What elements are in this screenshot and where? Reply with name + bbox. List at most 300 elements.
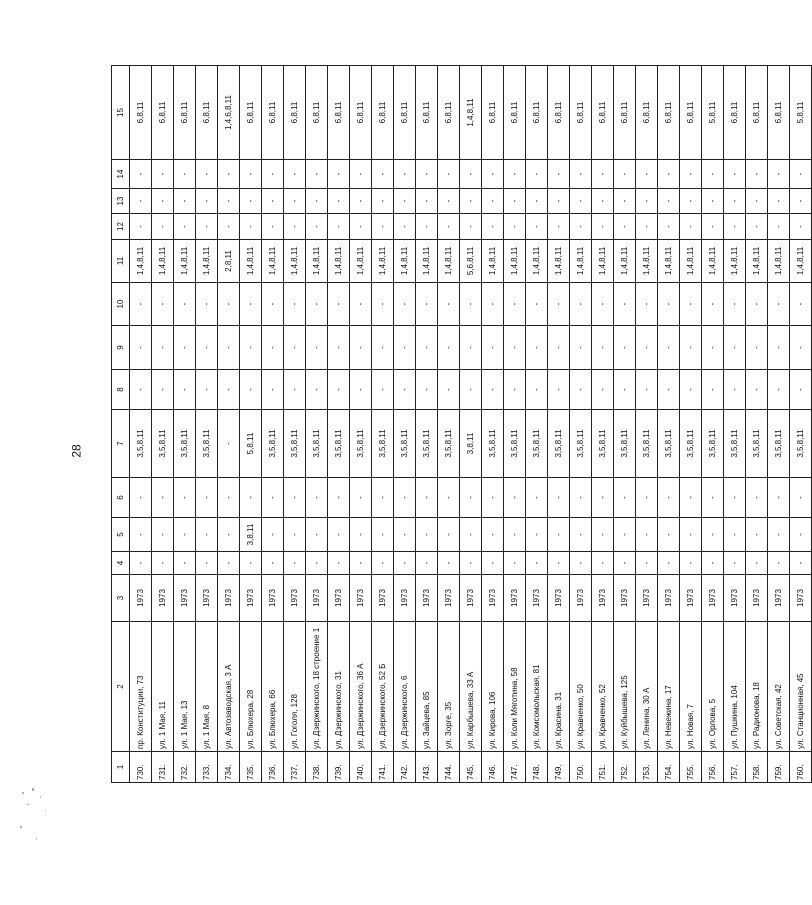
col-12-cell: -: [746, 214, 768, 240]
address-cell: ул. Дзержинского, 18 строение 1: [306, 622, 328, 752]
table-row: [438, 66, 460, 783]
col-10-cell: -: [460, 283, 482, 326]
col-14-cell: -: [636, 160, 658, 189]
col-11-cell: 1,4,8,11: [526, 240, 548, 283]
row-number-cell: 745.: [460, 752, 482, 783]
col-10-cell: -: [394, 283, 416, 326]
col-13-cell: -: [284, 189, 306, 214]
col-6-cell: -: [262, 478, 284, 518]
row-number-cell: 759.: [768, 752, 790, 783]
row-number-cell: 744.: [438, 752, 460, 783]
col-10-cell: -: [174, 283, 196, 326]
col-7-cell: 3,5,8,11: [548, 410, 570, 478]
col-13-cell: -: [350, 189, 372, 214]
col-7-cell: 3,5,8,11: [570, 410, 592, 478]
col-7-cell: 3,5,8,11: [504, 410, 526, 478]
address-cell: ул. Дзержинского, 31: [328, 622, 350, 752]
col-13-cell: -: [218, 189, 240, 214]
col-6-cell: -: [372, 478, 394, 518]
col-7-cell: 3,5,8,11: [702, 410, 724, 478]
col-9-cell: -: [438, 326, 460, 370]
col-9-cell: -: [570, 326, 592, 370]
col-14-cell: -: [702, 160, 724, 189]
table-row: [746, 66, 768, 783]
year-cell: 1973: [570, 575, 592, 622]
table-row: [328, 66, 350, 783]
column-number-6: 6: [112, 478, 130, 518]
col-14-cell: -: [614, 160, 636, 189]
column-number-15: 15: [112, 66, 130, 160]
col-11-cell: 1,4,8,11: [130, 240, 152, 283]
col-4-cell: -: [174, 552, 196, 575]
col-9-cell: -: [196, 326, 218, 370]
col-13-cell: -: [658, 189, 680, 214]
col-9-cell: -: [482, 326, 504, 370]
col-6-cell: -: [350, 478, 372, 518]
col-8-cell: -: [218, 370, 240, 410]
col-5-cell: -: [768, 518, 790, 552]
col-8-cell: -: [328, 370, 350, 410]
address-cell: пр. Конституции, 73: [130, 622, 152, 752]
col-4-cell: -: [724, 552, 746, 575]
col-4-cell: -: [394, 552, 416, 575]
col-14-cell: -: [460, 160, 482, 189]
col-10-cell: -: [790, 283, 812, 326]
col-15-cell: 5,8,11: [790, 66, 812, 160]
year-cell: 1973: [416, 575, 438, 622]
col-15-cell: 6,8,11: [438, 66, 460, 160]
col-8-cell: -: [592, 370, 614, 410]
column-number-12: 12: [112, 214, 130, 240]
col-13-cell: -: [262, 189, 284, 214]
address-cell: ул. Зорге, 35: [438, 622, 460, 752]
col-13-cell: -: [746, 189, 768, 214]
col-11-cell: 1,4,8,11: [196, 240, 218, 283]
table-row: [218, 66, 240, 783]
registry-table-wrapper: [111, 66, 805, 783]
col-8-cell: -: [394, 370, 416, 410]
table-row: [306, 66, 328, 783]
row-number-cell: 742.: [394, 752, 416, 783]
col-9-cell: -: [746, 326, 768, 370]
year-cell: 1973: [504, 575, 526, 622]
col-14-cell: -: [174, 160, 196, 189]
col-12-cell: -: [438, 214, 460, 240]
col-8-cell: -: [284, 370, 306, 410]
col-6-cell: -: [702, 478, 724, 518]
year-cell: 1973: [482, 575, 504, 622]
col-5-cell: -: [174, 518, 196, 552]
year-cell: 1973: [394, 575, 416, 622]
col-8-cell: -: [768, 370, 790, 410]
table-row: [592, 66, 614, 783]
col-9-cell: -: [306, 326, 328, 370]
table-row: [262, 66, 284, 783]
row-number-cell: 738.: [306, 752, 328, 783]
address-cell: ул. Гоголя, 128: [284, 622, 306, 752]
col-6-cell: -: [504, 478, 526, 518]
address-cell: ул. Невежина, 17: [658, 622, 680, 752]
col-9-cell: -: [416, 326, 438, 370]
col-6-cell: -: [658, 478, 680, 518]
col-10-cell: -: [240, 283, 262, 326]
year-cell: 1973: [526, 575, 548, 622]
address-cell: ул. Карбышева, 33 А: [460, 622, 482, 752]
col-13-cell: -: [372, 189, 394, 214]
col-13-cell: -: [460, 189, 482, 214]
col-10-cell: -: [218, 283, 240, 326]
col-4-cell: -: [526, 552, 548, 575]
col-4-cell: -: [504, 552, 526, 575]
col-12-cell: -: [460, 214, 482, 240]
col-5-cell: -: [130, 518, 152, 552]
table-row: [702, 66, 724, 783]
col-14-cell: -: [152, 160, 174, 189]
col-12-cell: -: [372, 214, 394, 240]
col-9-cell: -: [130, 326, 152, 370]
col-10-cell: -: [262, 283, 284, 326]
col-7-cell: 3,5,8,11: [746, 410, 768, 478]
col-6-cell: -: [768, 478, 790, 518]
col-11-cell: 1,4,8,11: [416, 240, 438, 283]
row-number-cell: 757.: [724, 752, 746, 783]
col-6-cell: -: [130, 478, 152, 518]
table-row: [680, 66, 702, 783]
page-number: 28: [69, 444, 84, 458]
col-4-cell: -: [350, 552, 372, 575]
col-12-cell: -: [240, 214, 262, 240]
col-7-cell: 3,5,8,11: [438, 410, 460, 478]
column-number-7: 7: [112, 410, 130, 478]
row-number-cell: 732.: [174, 752, 196, 783]
table-row: [416, 66, 438, 783]
row-number-cell: 731.: [152, 752, 174, 783]
col-4-cell: -: [570, 552, 592, 575]
col-10-cell: -: [328, 283, 350, 326]
row-number-cell: 752.: [614, 752, 636, 783]
col-5-cell: -: [152, 518, 174, 552]
col-15-cell: 6,8,11: [284, 66, 306, 160]
address-cell: ул. Радионова, 18: [746, 622, 768, 752]
col-14-cell: -: [724, 160, 746, 189]
col-12-cell: -: [306, 214, 328, 240]
col-12-cell: -: [570, 214, 592, 240]
col-5-cell: -: [614, 518, 636, 552]
column-number-1: 1: [112, 752, 130, 783]
col-9-cell: -: [526, 326, 548, 370]
col-14-cell: -: [328, 160, 350, 189]
col-14-cell: -: [504, 160, 526, 189]
col-11-cell: 1,4,8,11: [614, 240, 636, 283]
col-13-cell: -: [614, 189, 636, 214]
address-cell: ул. Куйбышева, 125: [614, 622, 636, 752]
col-15-cell: 6,8,11: [724, 66, 746, 160]
col-14-cell: -: [350, 160, 372, 189]
table-row: [570, 66, 592, 783]
col-15-cell: 6,8,11: [306, 66, 328, 160]
row-number-cell: 760.: [790, 752, 812, 783]
col-5-cell: -: [482, 518, 504, 552]
col-8-cell: -: [790, 370, 812, 410]
row-number-cell: 750.: [570, 752, 592, 783]
col-14-cell: -: [262, 160, 284, 189]
col-10-cell: -: [746, 283, 768, 326]
col-13-cell: -: [548, 189, 570, 214]
col-7-cell: 3,5,8,11: [262, 410, 284, 478]
column-number-8: 8: [112, 370, 130, 410]
col-15-cell: 6,8,11: [658, 66, 680, 160]
col-4-cell: -: [790, 552, 812, 575]
col-12-cell: -: [416, 214, 438, 240]
col-9-cell: -: [328, 326, 350, 370]
address-cell: ул. Кравченко, 52: [592, 622, 614, 752]
col-11-cell: 1,4,8,11: [504, 240, 526, 283]
col-4-cell: -: [218, 552, 240, 575]
col-4-cell: -: [306, 552, 328, 575]
table-row: [394, 66, 416, 783]
col-6-cell: -: [218, 478, 240, 518]
year-cell: 1973: [240, 575, 262, 622]
year-cell: 1973: [768, 575, 790, 622]
col-4-cell: -: [746, 552, 768, 575]
col-10-cell: -: [526, 283, 548, 326]
col-6-cell: -: [328, 478, 350, 518]
col-12-cell: -: [130, 214, 152, 240]
col-12-cell: -: [328, 214, 350, 240]
col-5-cell: -: [372, 518, 394, 552]
col-11-cell: 1,4,8,11: [240, 240, 262, 283]
table-row: [658, 66, 680, 783]
col-13-cell: -: [680, 189, 702, 214]
col-4-cell: -: [636, 552, 658, 575]
col-7-cell: 3,5,8,11: [482, 410, 504, 478]
col-5-cell: -: [460, 518, 482, 552]
col-7-cell: 3,5,8,11: [680, 410, 702, 478]
year-cell: 1973: [790, 575, 812, 622]
col-4-cell: -: [372, 552, 394, 575]
table-row: [350, 66, 372, 783]
col-12-cell: -: [702, 214, 724, 240]
col-7-cell: 3,5,8,11: [372, 410, 394, 478]
table-row: [130, 66, 152, 783]
col-14-cell: -: [130, 160, 152, 189]
col-12-cell: -: [350, 214, 372, 240]
col-5-cell: -: [218, 518, 240, 552]
col-4-cell: -: [680, 552, 702, 575]
col-5-cell: 3,8,11: [240, 518, 262, 552]
col-10-cell: -: [372, 283, 394, 326]
col-13-cell: -: [394, 189, 416, 214]
col-6-cell: -: [152, 478, 174, 518]
col-5-cell: -: [394, 518, 416, 552]
col-14-cell: -: [416, 160, 438, 189]
col-8-cell: -: [174, 370, 196, 410]
col-15-cell: 6,8,11: [614, 66, 636, 160]
col-15-cell: 6,8,11: [570, 66, 592, 160]
col-12-cell: -: [394, 214, 416, 240]
col-15-cell: 6,8,11: [130, 66, 152, 160]
address-cell: ул. Станционная, 45: [790, 622, 812, 752]
year-cell: 1973: [152, 575, 174, 622]
col-10-cell: -: [350, 283, 372, 326]
col-11-cell: 1,4,8,11: [328, 240, 350, 283]
year-cell: 1973: [196, 575, 218, 622]
col-7-cell: -: [218, 410, 240, 478]
row-number-cell: 748.: [526, 752, 548, 783]
table-row: [636, 66, 658, 783]
col-8-cell: -: [680, 370, 702, 410]
row-number-cell: 751.: [592, 752, 614, 783]
col-5-cell: -: [658, 518, 680, 552]
col-8-cell: -: [130, 370, 152, 410]
col-5-cell: -: [284, 518, 306, 552]
col-14-cell: -: [592, 160, 614, 189]
col-5-cell: -: [746, 518, 768, 552]
column-number-10: 10: [112, 283, 130, 326]
col-7-cell: 3,5,8,11: [152, 410, 174, 478]
col-15-cell: 6,8,11: [680, 66, 702, 160]
year-cell: 1973: [460, 575, 482, 622]
column-number-11: 11: [112, 240, 130, 283]
col-15-cell: 6,8,11: [504, 66, 526, 160]
year-cell: 1973: [658, 575, 680, 622]
col-10-cell: -: [658, 283, 680, 326]
col-9-cell: -: [350, 326, 372, 370]
table-row: [196, 66, 218, 783]
col-7-cell: 3,5,8,11: [174, 410, 196, 478]
col-12-cell: -: [724, 214, 746, 240]
col-9-cell: -: [658, 326, 680, 370]
col-8-cell: -: [196, 370, 218, 410]
col-11-cell: 1,4,8,11: [174, 240, 196, 283]
col-8-cell: -: [504, 370, 526, 410]
col-7-cell: 3,5,8,11: [196, 410, 218, 478]
row-number-cell: 733.: [196, 752, 218, 783]
table-row: [240, 66, 262, 783]
year-cell: 1973: [636, 575, 658, 622]
col-5-cell: -: [724, 518, 746, 552]
col-6-cell: -: [284, 478, 306, 518]
col-12-cell: -: [658, 214, 680, 240]
col-15-cell: 6,8,11: [240, 66, 262, 160]
col-7-cell: 3,5,8,11: [526, 410, 548, 478]
col-15-cell: 6,8,11: [636, 66, 658, 160]
col-13-cell: -: [240, 189, 262, 214]
year-cell: 1973: [372, 575, 394, 622]
col-9-cell: -: [702, 326, 724, 370]
col-14-cell: -: [746, 160, 768, 189]
col-5-cell: -: [592, 518, 614, 552]
table-row: [504, 66, 526, 783]
col-14-cell: -: [284, 160, 306, 189]
col-6-cell: -: [482, 478, 504, 518]
col-6-cell: -: [526, 478, 548, 518]
address-cell: ул. 1 Мая, 11: [152, 622, 174, 752]
col-11-cell: 1,4,8,11: [658, 240, 680, 283]
col-5-cell: -: [790, 518, 812, 552]
col-7-cell: 3,5,8,11: [790, 410, 812, 478]
col-5-cell: -: [262, 518, 284, 552]
table-row: [174, 66, 196, 783]
col-14-cell: -: [680, 160, 702, 189]
column-number-13: 13: [112, 189, 130, 214]
col-13-cell: -: [482, 189, 504, 214]
registry-table: [111, 65, 812, 783]
col-13-cell: -: [152, 189, 174, 214]
col-5-cell: -: [526, 518, 548, 552]
col-12-cell: -: [790, 214, 812, 240]
row-number-cell: 743.: [416, 752, 438, 783]
col-11-cell: 1,4,8,11: [306, 240, 328, 283]
col-9-cell: -: [636, 326, 658, 370]
col-10-cell: -: [548, 283, 570, 326]
col-10-cell: -: [416, 283, 438, 326]
col-12-cell: -: [636, 214, 658, 240]
col-7-cell: 3,8,11: [460, 410, 482, 478]
col-13-cell: -: [768, 189, 790, 214]
col-5-cell: -: [328, 518, 350, 552]
col-15-cell: 6,8,11: [372, 66, 394, 160]
col-14-cell: -: [438, 160, 460, 189]
col-6-cell: -: [196, 478, 218, 518]
col-15-cell: 6,8,11: [196, 66, 218, 160]
col-9-cell: -: [372, 326, 394, 370]
col-11-cell: 1,4,8,11: [262, 240, 284, 283]
col-11-cell: 1,4,8,11: [636, 240, 658, 283]
row-number-cell: 754.: [658, 752, 680, 783]
table-row: [790, 66, 812, 783]
address-cell: ул. Автозаводская, 3 А: [218, 622, 240, 752]
col-13-cell: -: [416, 189, 438, 214]
col-6-cell: -: [636, 478, 658, 518]
col-14-cell: -: [240, 160, 262, 189]
col-10-cell: -: [152, 283, 174, 326]
col-13-cell: -: [438, 189, 460, 214]
address-cell: ул. Ленина, 30 А: [636, 622, 658, 752]
year-cell: 1973: [438, 575, 460, 622]
col-11-cell: 1,4,8,11: [680, 240, 702, 283]
col-8-cell: -: [636, 370, 658, 410]
col-14-cell: -: [768, 160, 790, 189]
col-11-cell: 1,4,8,11: [570, 240, 592, 283]
col-13-cell: -: [636, 189, 658, 214]
col-14-cell: -: [394, 160, 416, 189]
col-13-cell: -: [306, 189, 328, 214]
col-12-cell: -: [614, 214, 636, 240]
col-6-cell: -: [724, 478, 746, 518]
col-5-cell: -: [702, 518, 724, 552]
address-cell: ул. Советская, 42: [768, 622, 790, 752]
col-5-cell: -: [680, 518, 702, 552]
year-cell: 1973: [284, 575, 306, 622]
year-cell: 1973: [130, 575, 152, 622]
scan-specks: [18, 786, 52, 846]
col-9-cell: -: [174, 326, 196, 370]
col-8-cell: -: [240, 370, 262, 410]
col-8-cell: -: [482, 370, 504, 410]
col-11-cell: 1,4,8,11: [438, 240, 460, 283]
table-row: [460, 66, 482, 783]
col-6-cell: -: [570, 478, 592, 518]
col-14-cell: -: [526, 160, 548, 189]
table-row: [768, 66, 790, 783]
col-13-cell: -: [526, 189, 548, 214]
col-10-cell: -: [636, 283, 658, 326]
address-cell: ул. Блюхера, 28: [240, 622, 262, 752]
table-row: [482, 66, 504, 783]
col-9-cell: -: [152, 326, 174, 370]
col-11-cell: 1,4,8,11: [394, 240, 416, 283]
